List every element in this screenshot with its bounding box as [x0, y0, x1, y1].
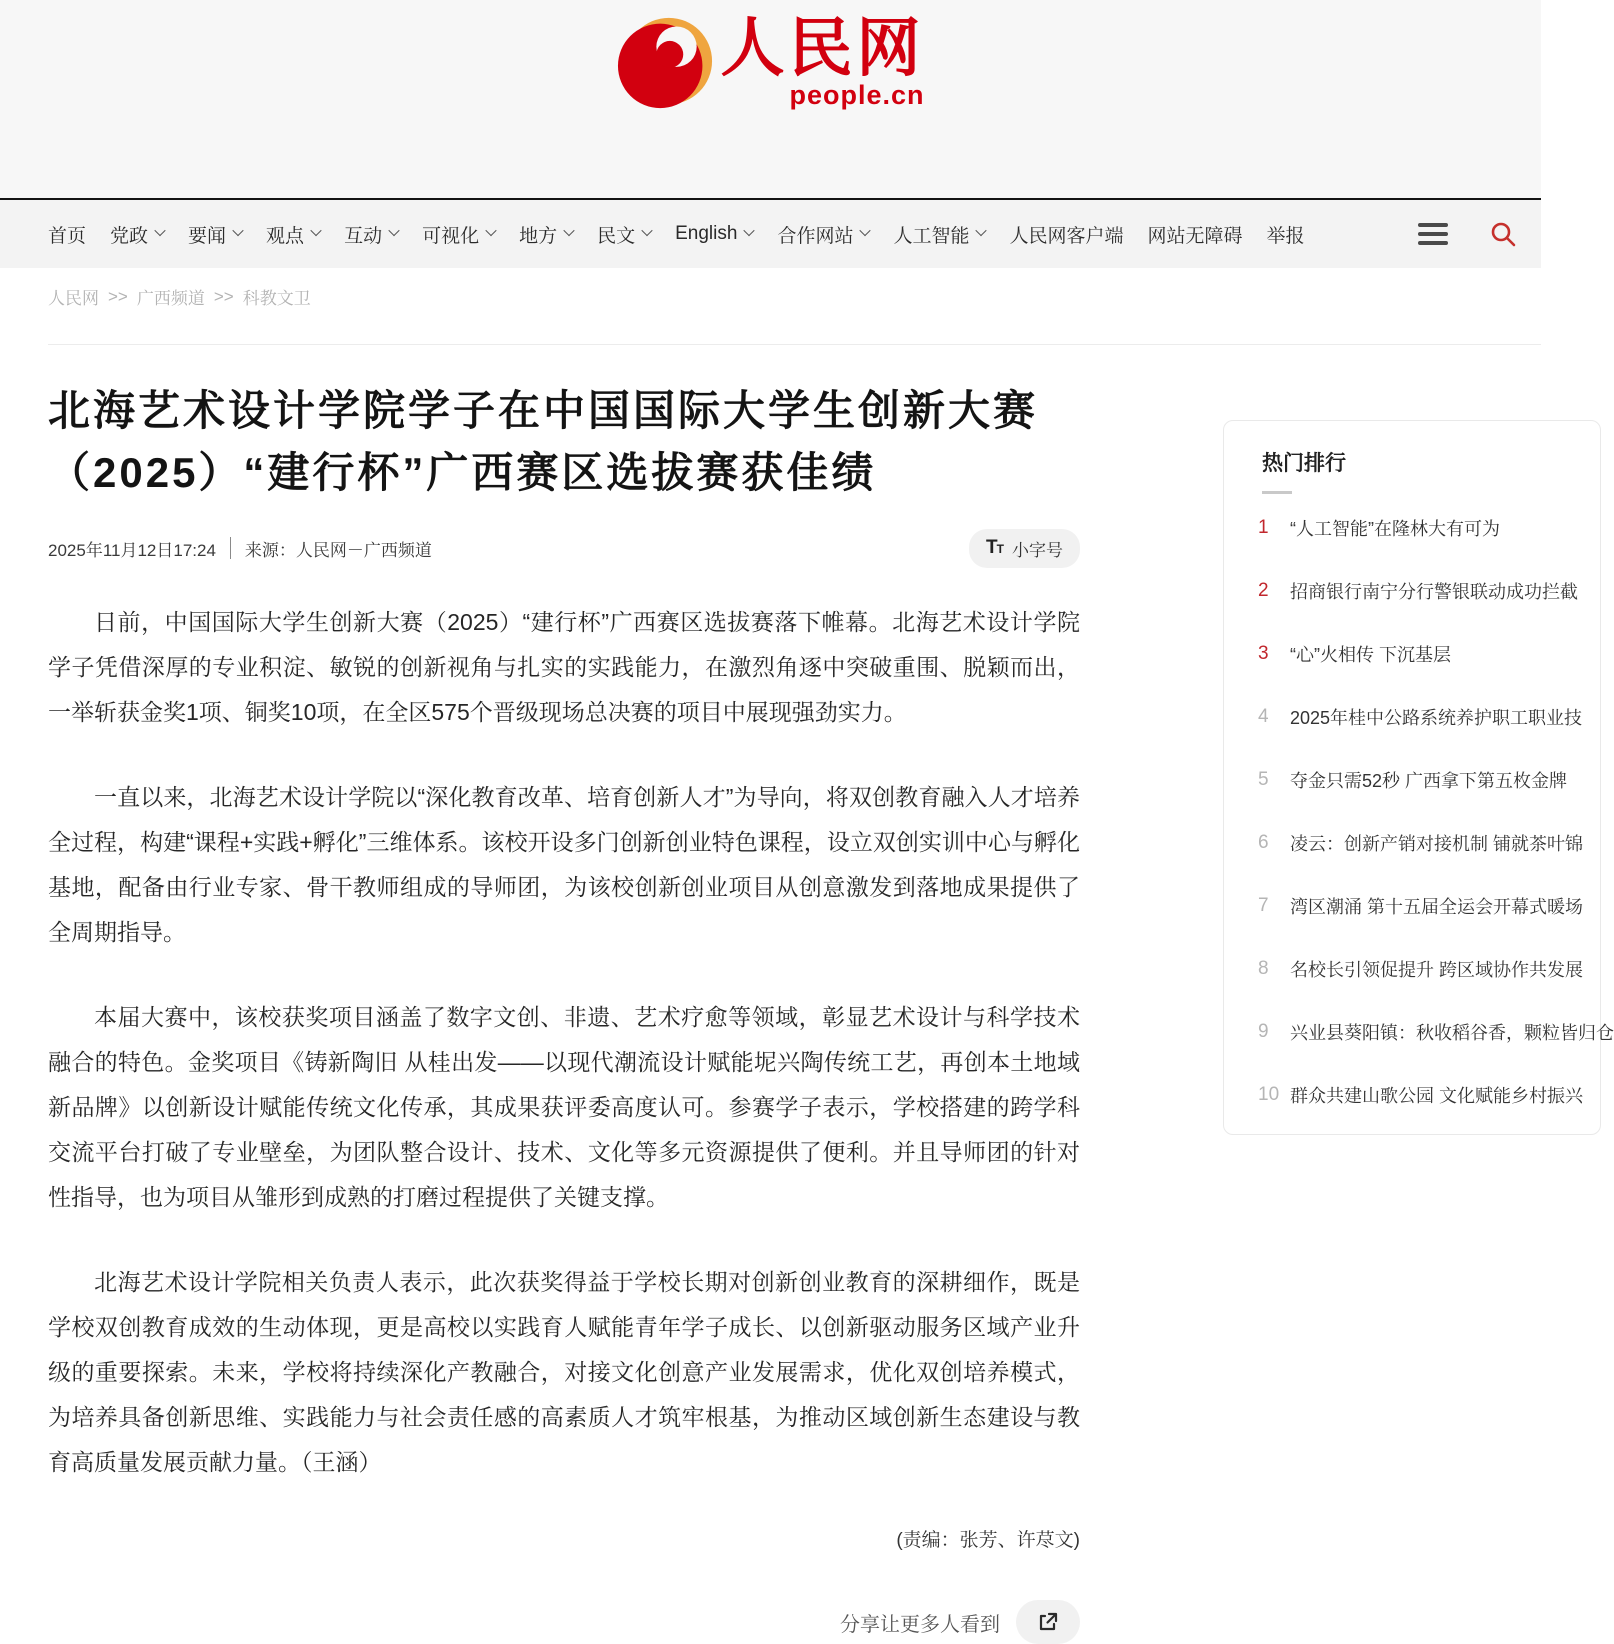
nav-label: 民文 [597, 225, 636, 247]
site-header [0, 0, 1541, 198]
article-paragraph-4: 北海艺术设计学院相关负责人表示，此次获奖得益于学校长期对创新创业教育的深耕细作，既是学校双创教育成效的生动体现，更是高校以实践育人赋能青年学子成长、以创新驱动服务区域产业升级的重要探索。未来，学校将持续深化产教融合，对接文化创意产业发展需求，优化双创培养模式，为培养具备创新思维、实践能力与社会责任感的高素质人才筑牢根基，为推动区域创新生态建设与教育高质量发展贡献力量。（王涵） [48, 1269, 1080, 1475]
hot-rank-item-7[interactable] [1258, 874, 1600, 937]
nav-label: 网站无障碍 [1147, 225, 1243, 247]
rank-number: 8 [1258, 957, 1269, 979]
rank-number: 6 [1258, 831, 1269, 853]
nav-item-visual[interactable] [422, 221, 495, 248]
hot-rank-link[interactable]: 招商银行南宁分行警银联动成功拦截 [1290, 581, 1578, 602]
nav-item-news[interactable] [188, 221, 242, 248]
people-cn-globe-icon [617, 15, 713, 111]
article-title: 北海艺术设计学院学子在中国国际大学生创新大赛（2025）“建行杯”广西赛区选拔赛获佳绩 [48, 387, 1039, 496]
hot-rank-item-8[interactable] [1258, 937, 1600, 1000]
chevron-down-icon [563, 225, 574, 236]
article-meta [48, 530, 1080, 566]
rank-number: 7 [1258, 894, 1269, 916]
nav-item-opinion[interactable] [266, 221, 320, 248]
hot-rank-item-10[interactable] [1258, 1063, 1600, 1126]
nav-item-local[interactable] [519, 221, 573, 248]
share-button[interactable] [1016, 1600, 1080, 1644]
chevron-down-icon [388, 225, 399, 236]
hot-rank-item-9[interactable] [1258, 1000, 1614, 1063]
breadcrumb-separator: >> [108, 286, 128, 306]
people-cn-logo[interactable] [617, 14, 925, 111]
hot-rank-item-4[interactable] [1258, 685, 1600, 748]
nav-label: 首页 [48, 225, 87, 247]
hot-rank-panel [1223, 420, 1614, 1135]
hot-rank-link[interactable]: 兴业县葵阳镇：秋收稻谷香，颗粒皆归仓 [1290, 1022, 1614, 1043]
chevron-down-icon [641, 225, 652, 236]
article-paragraph-2: 一直以来，北海艺术设计学院以“深化教育改革、培育创新人才”为导向，将双创教育融入人才培养全过程，构建“课程+实践+孵化”三维体系。该校开设多门创新创业特色课程，设立双创实训中心与孵化基地，配备由行业专家、骨干教师组成的导师团，为该校创新创业项目从创意激发到落地成果提供了全周期指导。 [48, 784, 1080, 945]
chevron-down-icon [154, 225, 165, 236]
search-icon[interactable] [1490, 221, 1517, 248]
nav-item-report[interactable] [1267, 221, 1305, 248]
font-size-button[interactable] [969, 529, 1080, 568]
hot-rank-item-2[interactable] [1258, 559, 1600, 622]
logo-text [721, 14, 925, 111]
hot-rank-link[interactable]: 湾区潮涌 第十五届全运会开幕式暖场 [1290, 896, 1583, 917]
chevron-down-icon [860, 225, 871, 236]
chevron-down-icon [744, 225, 755, 236]
breadcrumb-link-guangxi[interactable]: 广西频道 [136, 289, 205, 308]
hot-rank-item-1[interactable] [1258, 496, 1600, 559]
menu-icon[interactable] [1418, 223, 1448, 245]
hot-rank-link[interactable]: “心”火相传 下沉基层 [1290, 644, 1451, 665]
share-row [48, 1600, 1080, 1644]
chevron-down-icon [976, 225, 987, 236]
nav-label: 人工智能 [893, 225, 970, 247]
editor-credit: (责编：张芳、许荩文) [896, 1530, 1080, 1551]
nav-label: 党政 [110, 225, 149, 247]
nav-label: 人民网客户端 [1009, 225, 1124, 247]
hot-rank-title: 热门排行 [1262, 452, 1346, 475]
nav-right-group [1418, 221, 1527, 248]
article-date: 2025年11月12日17:24 [48, 540, 216, 560]
article-body [48, 600, 1080, 1485]
content-divider [48, 344, 1541, 345]
nav-label: 合作网站 [777, 225, 854, 247]
rank-number: 1 [1258, 516, 1269, 538]
hot-rank-underline [1262, 491, 1292, 494]
chevron-down-icon [232, 225, 243, 236]
nav-item-english[interactable] [675, 223, 753, 245]
article [48, 372, 1080, 1644]
hot-rank-link[interactable]: “人工智能”在隆林大有可为 [1290, 518, 1500, 539]
nav-item-interact[interactable] [344, 221, 398, 248]
nav-label: 地方 [519, 225, 558, 247]
nav-item-party[interactable] [110, 221, 164, 248]
share-label: 分享让更多人看到 [840, 1613, 1000, 1636]
nav-item-accessibility[interactable] [1148, 221, 1243, 248]
nav-item-partners[interactable] [777, 221, 869, 248]
breadcrumb [48, 284, 311, 309]
hot-rank-item-5[interactable] [1258, 748, 1600, 811]
article-paragraph-3: 本届大赛中，该校获奖项目涵盖了数字文创、非遗、艺术疗愈等领域，彰显艺术设计与科学技术融合的特色。金奖项目《铸新陶旧 从桂出发——以现代潮流设计赋能坭兴陶传统工艺，再创本土地域新品牌》以创新设计赋能传统文化传承，其成果获评委高度认可。参赛学子表示，学校搭建的跨学科交流平台打破了专业壁垒，为团队整合设计、技术、文化等多元资源提供了便利。并且导师团的针对性指导，也为项目从雏形到成熟的打磨过程提供了关键支撑。 [48, 1004, 1080, 1210]
nav-label: English [675, 223, 738, 244]
hot-rank-item-3[interactable] [1258, 622, 1600, 685]
hot-rank-link[interactable]: 2025年桂中公路系统养护职工职业技 [1290, 707, 1583, 728]
nav-label: 互动 [344, 225, 383, 247]
hot-rank-link[interactable]: 凌云：创新产销对接机制 铺就茶叶锦 [1290, 833, 1583, 854]
meta-separator [230, 537, 231, 559]
text-size-icon: TT [986, 537, 1004, 558]
nav-label: 可视化 [422, 225, 480, 247]
hot-rank-link[interactable]: 名校长引领促提升 跨区域协作共发展 [1290, 959, 1583, 980]
chevron-down-icon [310, 225, 321, 236]
hot-rank-link[interactable]: 群众共建山歌公园 文化赋能乡村振兴 [1290, 1085, 1583, 1106]
hot-rank-list [1258, 496, 1614, 1126]
rank-number: 4 [1258, 705, 1269, 727]
nav-item-home[interactable] [48, 221, 86, 248]
article-paragraph-1: 日前，中国国际大学生创新大赛（2025）“建行杯”广西赛区选拔赛落下帷幕。北海艺术设计学院学子凭借深厚的专业积淀、敏锐的创新视角与扎实的实践能力，在激烈角逐中突破重围、脱颖而出，一举斩获金奖1项、铜奖10项，在全区575个晋级现场总决赛的项目中展现强劲实力。 [48, 609, 1080, 725]
breadcrumb-separator: >> [213, 286, 234, 306]
nav-label: 观点 [266, 225, 305, 247]
share-icon [1037, 1611, 1059, 1633]
article-source: 来源：人民网－广西频道 [244, 540, 432, 560]
logo-en-text: people.cn [789, 80, 925, 111]
chevron-down-icon [485, 225, 496, 236]
nav-label: 举报 [1266, 225, 1305, 247]
nav-item-app[interactable] [1009, 221, 1123, 248]
rank-number: 9 [1258, 1020, 1269, 1042]
main-nav [0, 198, 1541, 268]
rank-number: 3 [1258, 642, 1269, 664]
rank-number: 5 [1258, 768, 1269, 790]
nav-label: 要闻 [188, 225, 227, 247]
font-size-button-label: 小字号 [1012, 540, 1063, 560]
nav-item-minority[interactable] [597, 221, 651, 248]
nav-item-ai[interactable] [893, 221, 985, 248]
hot-rank-item-6[interactable] [1258, 811, 1600, 874]
rank-number: 2 [1258, 579, 1269, 601]
breadcrumb-link-people[interactable]: 人民网 [48, 289, 99, 308]
logo-cn-text: 人民网 [720, 13, 925, 84]
rank-number: 10 [1258, 1083, 1280, 1105]
breadcrumb-link-category[interactable]: 科教文卫 [242, 289, 311, 308]
hot-rank-link[interactable]: 夺金只需52秒 广西拿下第五枚金牌 [1290, 770, 1568, 791]
